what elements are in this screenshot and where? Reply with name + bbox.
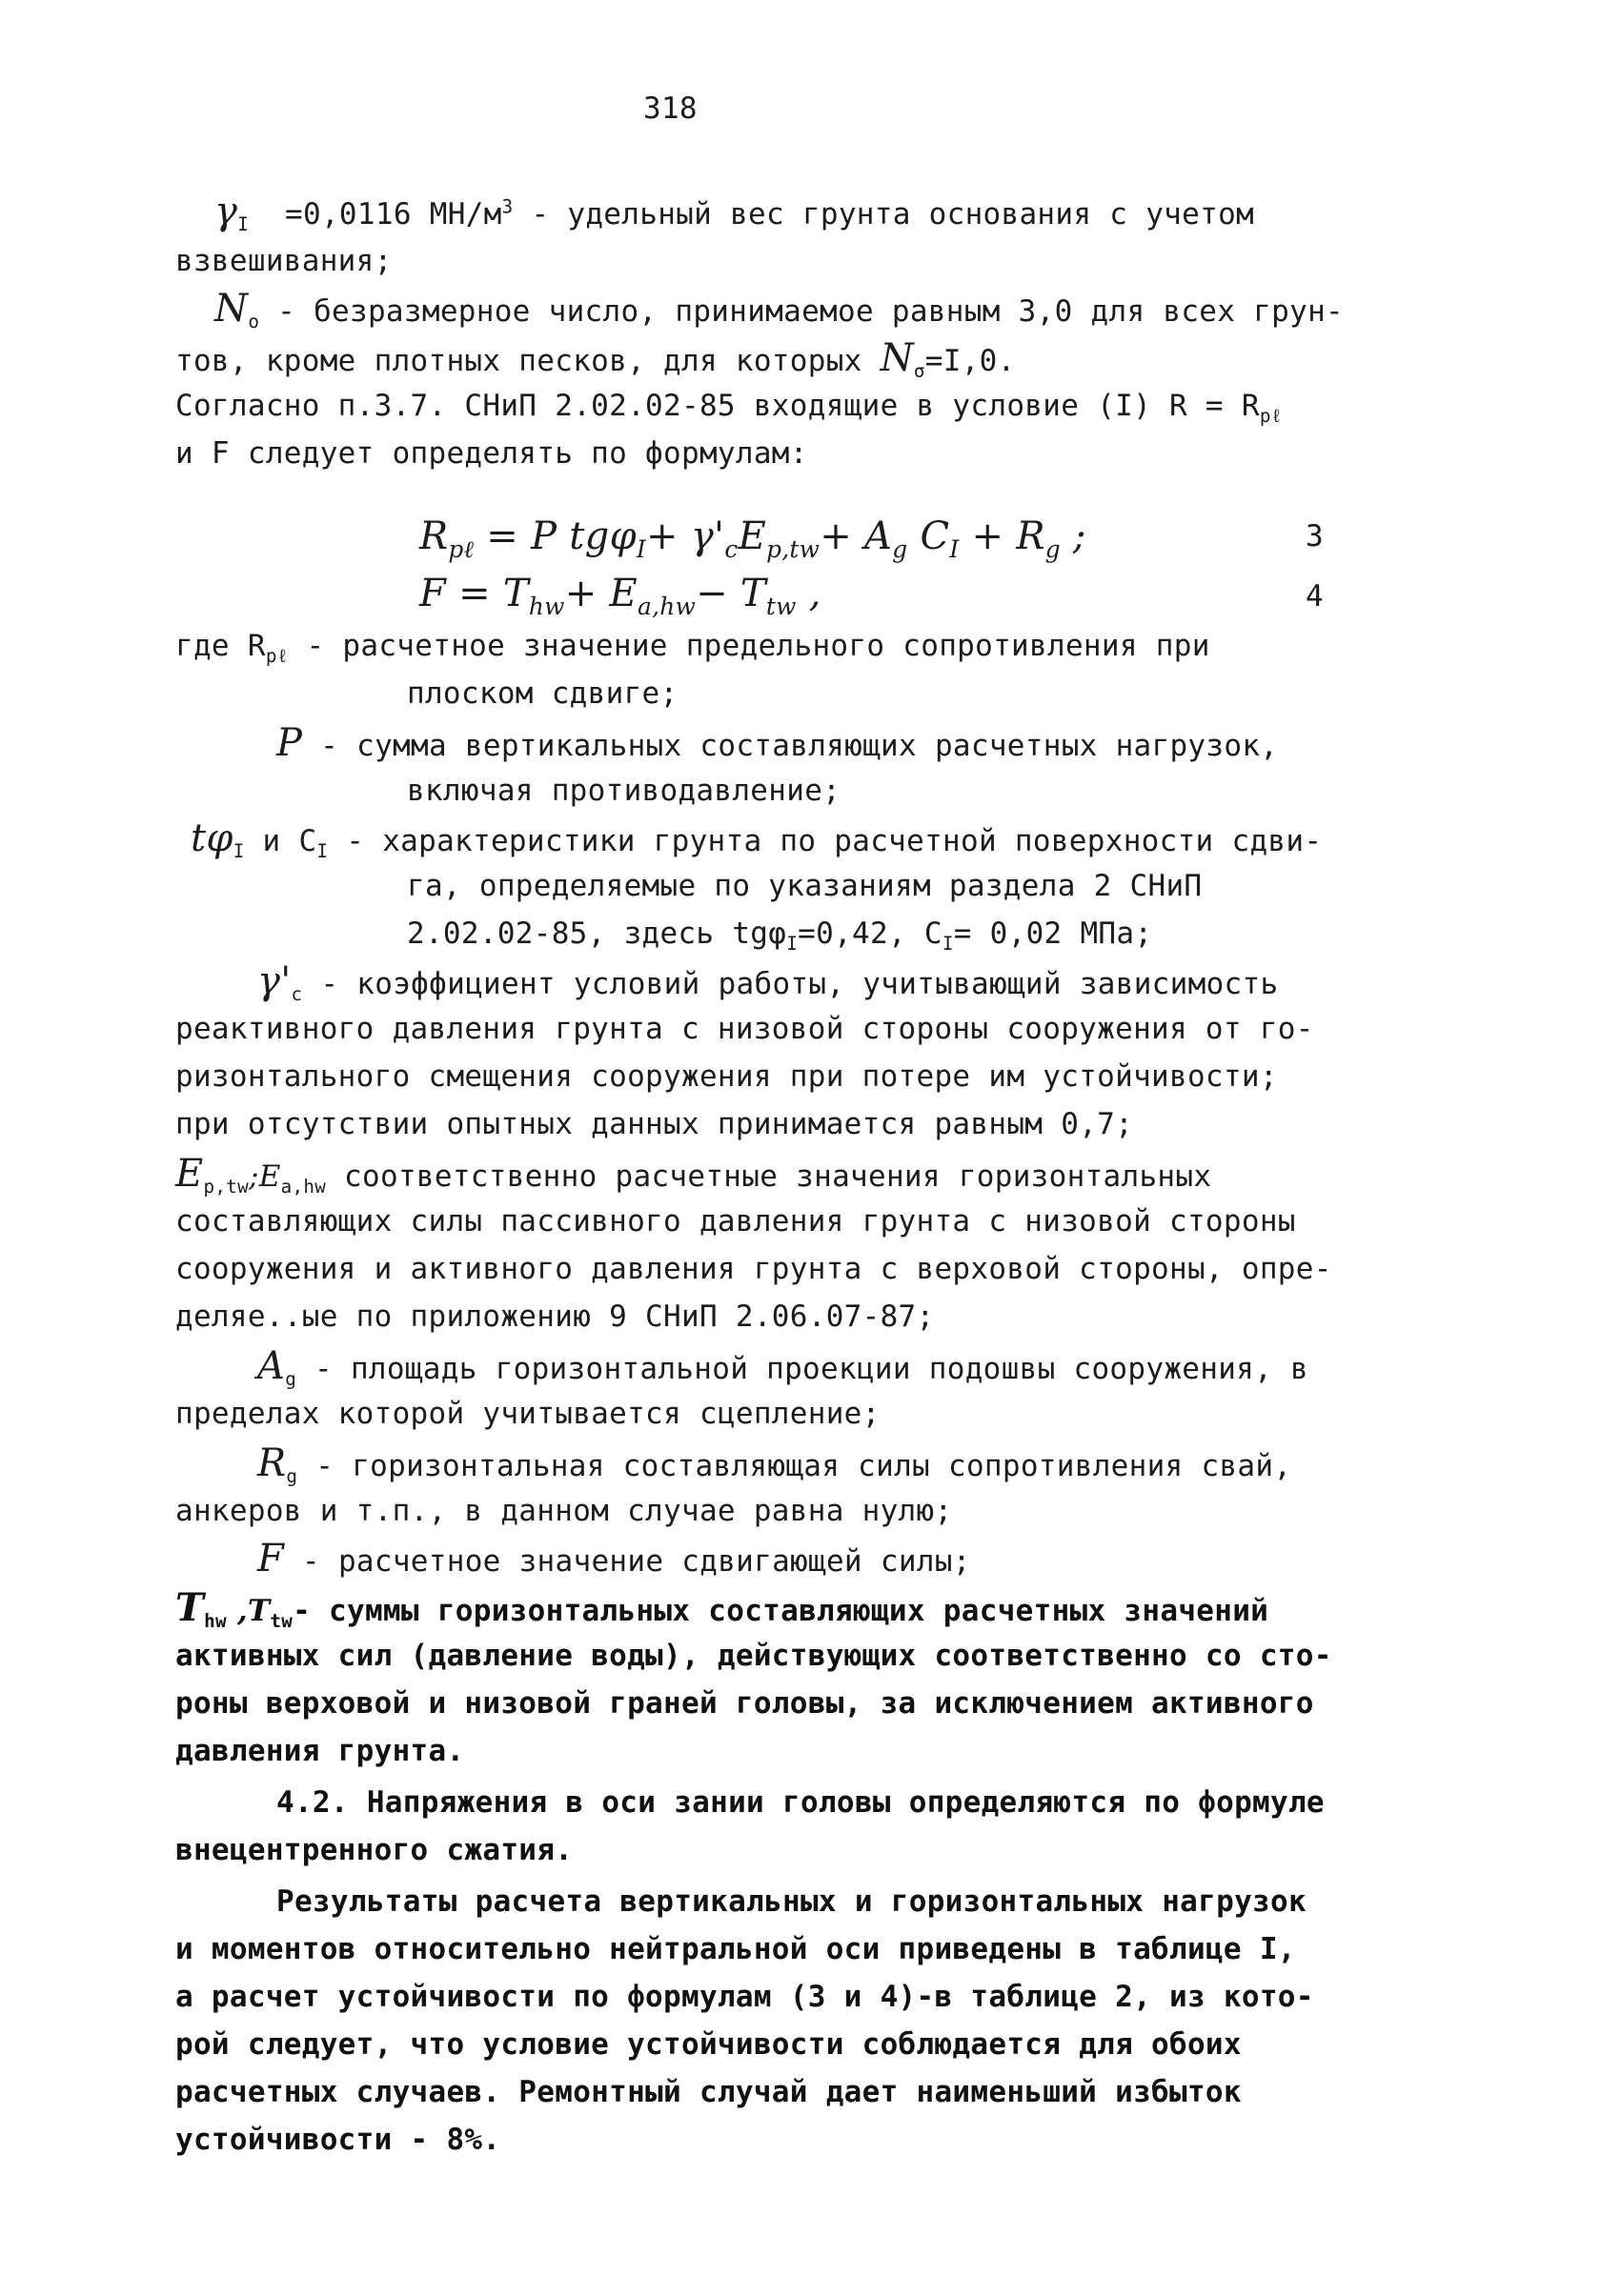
text-line: рой следует, что условие устойчивости соблюдается для обоих bbox=[175, 2027, 1242, 2062]
text-line: сооружения и активного давления грунта с верховой стороны, опре- bbox=[175, 1252, 1332, 1286]
page-number: 318 bbox=[643, 91, 698, 126]
section-heading: 4.2. Напряжения в оси зании головы определяются по формуле bbox=[276, 1785, 1325, 1820]
text-line: при отсутствии опытных данных принимается равным 0,7; bbox=[175, 1107, 1134, 1141]
text-line: и F следует определять по формулам: bbox=[175, 436, 808, 471]
text-line: $E_{p,tw};E_{a,hw}$ соответственно расчетные значения горизонтальных bbox=[175, 1152, 1212, 1198]
text-line: где $R_{p\ell}$ - расчетное значение предельного сопротивления при bbox=[175, 629, 1210, 668]
text-line: $R_g$ - горизонтальная составляющая силы сопротивления свай, bbox=[257, 1441, 1292, 1488]
text-line: $T_{hw}$ $,T_{tw}-$ суммы горизонтальных составляющих расчетных значений bbox=[175, 1585, 1269, 1633]
text-line: расчетных случаев. Ремонтный случай дает наименьший избыток bbox=[175, 2075, 1242, 2109]
text-line: взвешивания; bbox=[175, 244, 393, 278]
text-line: включая противодавление; bbox=[407, 774, 841, 808]
text-line: пределах которой учитывается сцепление; bbox=[175, 1397, 881, 1431]
text-line: и моментов относительно нейтральной оси приведены в таблице I, bbox=[175, 1932, 1296, 1966]
text-line: реактивного давления грунта с низовой стороны сооружения от го- bbox=[175, 1012, 1314, 1046]
text-line: ризонтального смещения сооружения при потере им устойчивости; bbox=[175, 1059, 1278, 1094]
text-line: Согласно п.3.7. СНиП 2.02.02-85 входящие в условие (I) $R = R_{p\ell}$ bbox=[175, 389, 1283, 428]
text-line: устойчивости - 8%. bbox=[175, 2123, 501, 2157]
formula-3: $R_{p\ell} = P$ $tg\varphi_I+ \gamma'_cE_{p,tw}+ A_g$ $C_I + R_g$ ; bbox=[419, 514, 1086, 563]
text-line: давления грунта. bbox=[175, 1734, 465, 1768]
text-line: тов, кроме плотных песков, для которых $N_\sigma=I,0$. bbox=[175, 336, 1016, 383]
formula-4: $F = T_{hw}+ E_{a,hw}- T_{tw}$ , bbox=[419, 572, 821, 620]
text-line: а расчет устойчивости по формулам (3 и 4)-в таблице 2, из кото- bbox=[175, 1980, 1314, 2014]
text-line: $\gamma'_c$ - коэффициент условий работы, учитывающий зависимость bbox=[257, 959, 1279, 1006]
text-line: 2.02.02-85, здесь tgφ$_I$=0,42, $C_I= 0,02$ МПа; bbox=[407, 916, 1153, 956]
text-line: активных сил (давление воды), действующих соответственно со сто- bbox=[175, 1639, 1332, 1673]
text-line: анкеров и т.п., в данном случае равна нулю; bbox=[175, 1494, 953, 1528]
text-line: плоском сдвиге; bbox=[407, 676, 679, 711]
text-line: роны верховой и низовой граней головы, за исключением активного bbox=[175, 1686, 1314, 1721]
text-line: Результаты расчета вертикальных и горизонтальных нагрузок bbox=[276, 1884, 1307, 1919]
text-line: внецентренного сжатия. bbox=[175, 1833, 574, 1867]
text-line: $\gamma_I =0,0116$ $МН/м^3$ - удельный вес грунта основания с учетом bbox=[214, 190, 1254, 236]
text-line: F - расчетное значение сдвигающей силы; bbox=[257, 1537, 971, 1581]
formula-number-4: 4 bbox=[1306, 579, 1324, 614]
text-line: $N_о$ - безразмерное число, принимаемое равным 3,0 для всех грун- bbox=[214, 287, 1345, 333]
text-line: га, определяемые по указаниям раздела 2 СНиП bbox=[407, 869, 1203, 903]
text-line: деляе..ые по приложению 9 СНиП 2.06.07-87; bbox=[175, 1299, 935, 1334]
text-line: $A_g$ - площадь горизонтальной проекции подошвы сооружения, в bbox=[257, 1344, 1309, 1391]
formula-number-3: 3 bbox=[1306, 519, 1324, 554]
text-line: $t\varphi_I$ и $C_I$ - характеристики грунта по расчетной поверхности сдви- bbox=[191, 816, 1323, 863]
text-line: составляющих силы пассивного давления грунта с низовой стороны bbox=[175, 1204, 1296, 1239]
text-line: P - сумма вертикальных составляющих расчетных нагрузок, bbox=[276, 721, 1279, 765]
